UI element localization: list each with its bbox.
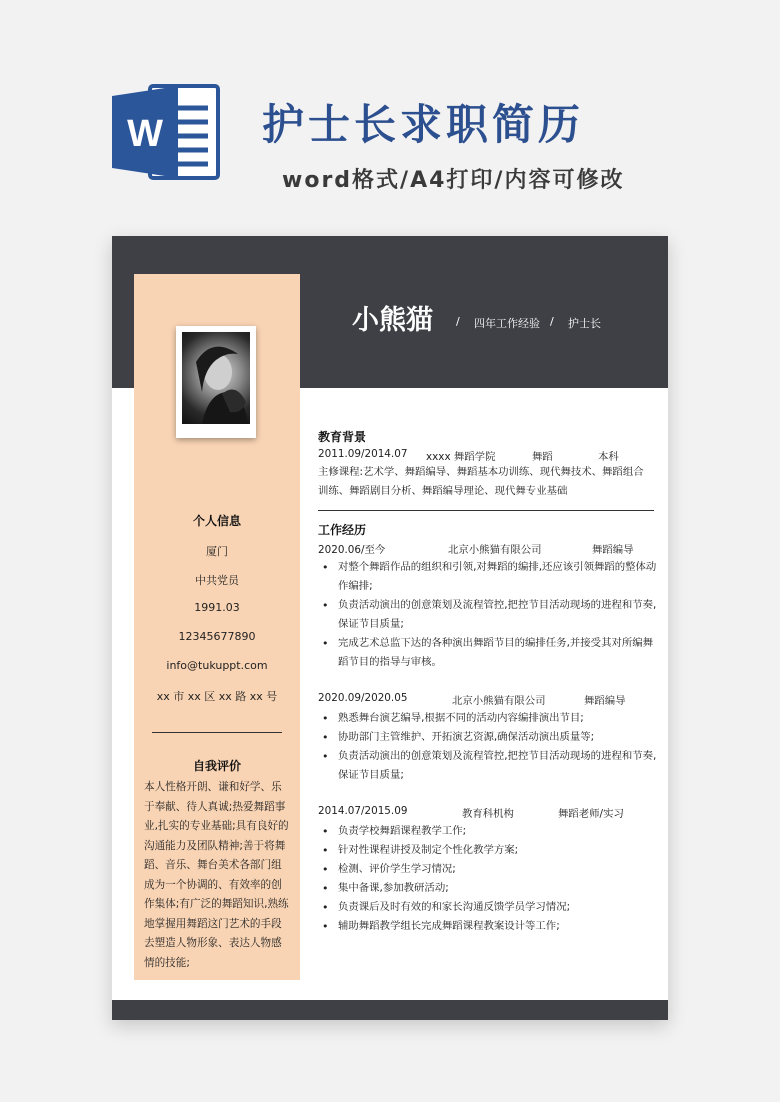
job-duties-list <box>318 822 658 936</box>
job-company: 教育科机构 <box>462 808 514 820</box>
duty-item: • 负责课后及时有效的和家长沟通反馈学员学习情况; <box>318 898 658 917</box>
self-evaluation-heading: 自我评价 <box>192 759 241 773</box>
separator: / <box>456 315 460 328</box>
footer-band <box>112 1000 668 1020</box>
info-political-status: 中共党员 <box>195 574 239 587</box>
duty-item: • 检测、评价学生学习情况; <box>318 860 658 879</box>
duty-item: • 负责活动演出的创意策划及流程管控,把控节目活动现场的进程和节奏,保证节目质量; <box>318 747 658 785</box>
promo-title: 护士长求职简历 <box>262 100 585 149</box>
separator: / <box>550 315 554 328</box>
education-period: 2011.09/2014.07 <box>318 448 408 460</box>
duty-item: • 辅助舞蹈教学组长完成舞蹈课程教案设计等工作; <box>318 917 658 936</box>
portrait-illustration <box>182 332 250 424</box>
sidebar-divider <box>152 732 282 733</box>
personal-info-heading: 个人信息 <box>192 514 241 528</box>
job-role: 舞蹈编导 <box>592 544 634 556</box>
section-divider <box>318 510 654 511</box>
duty-item: • 负责活动演出的创意策划及流程管控,把控节目活动现场的进程和节奏,保证节目质量; <box>318 596 658 634</box>
education-school: xxxx 舞蹈学院 <box>426 451 496 463</box>
education-courses: 主修课程:艺术学、舞蹈编导、舞蹈基本功训练、现代舞技术、舞蹈组合训练、舞蹈剧目分析、舞蹈编导理论、现代舞专业基础 <box>318 466 644 497</box>
duty-item: • 集中备课,参加教研活动; <box>318 879 658 898</box>
job-duties-list <box>318 558 658 672</box>
self-evaluation-text: 本人性格开朗、谦和好学、乐于奉献、待人真诚;热爱舞蹈事业,扎实的专业基础;具有良好的沟通能力及团队精神;善于将舞蹈、音乐、舞台美术各部门组成为一个协调的、有效率的创作集体;有广泛的舞蹈知识,熟练地掌握用舞蹈这门艺术的手段去塑造人物形象、表达人物感情的技能; <box>144 781 289 969</box>
duty-item: • 协助部门主管维护、开拓演艺资源,确保活动演出质量等; <box>318 728 658 747</box>
sidebar <box>134 274 300 980</box>
education-heading: 教育背景 <box>318 430 367 444</box>
duty-item: • 熟悉舞台演艺编导,根据不同的活动内容编排演出节目; <box>318 709 658 728</box>
word-document-icon <box>112 82 222 182</box>
job-company: 北京小熊猫有限公司 <box>452 695 546 707</box>
job-period: 2020.06/至今 <box>318 544 386 556</box>
job-duties-list <box>318 709 658 785</box>
promo-subtitle: word格式/A4打印/内容可修改 <box>282 168 625 193</box>
candidate-name: 小熊猫 <box>352 305 433 336</box>
profile-photo-frame <box>176 326 256 438</box>
job-company: 北京小熊猫有限公司 <box>448 544 542 556</box>
info-phone: 12345677890 <box>178 630 256 643</box>
education-degree: 本科 <box>598 451 619 463</box>
profile-photo <box>182 332 250 424</box>
work-heading: 工作经历 <box>318 523 367 537</box>
job-role: 舞蹈老师/实习 <box>558 808 624 820</box>
duty-item: • 完成艺术总监下达的各种演出舞蹈节目的编排任务,并接受其对所编舞蹈节目的指导与审核。 <box>318 634 658 672</box>
position-label: 护士长 <box>568 317 601 330</box>
duty-item: • 对整个舞蹈作品的组织和引领,对舞蹈的编排,还应该引领舞蹈的整体动作编排; <box>318 558 658 596</box>
info-address: xx 市 xx 区 xx 路 xx 号 <box>156 690 278 703</box>
duty-item: • 针对性课程讲授及制定个性化教学方案; <box>318 841 658 860</box>
job-period: 2014.07/2015.09 <box>318 805 408 817</box>
svg-text:W: W <box>127 113 163 155</box>
info-city: 厦门 <box>206 545 228 558</box>
resume-card <box>112 236 668 1020</box>
info-birth-date: 1991.03 <box>194 601 240 614</box>
job-role: 舞蹈编导 <box>584 695 626 707</box>
experience-label: 四年工作经验 <box>474 317 540 330</box>
job-period: 2020.09/2020.05 <box>318 692 408 704</box>
duty-item: • 负责学校舞蹈课程教学工作; <box>318 822 658 841</box>
info-email: info@tukuppt.com <box>166 659 268 672</box>
education-major: 舞蹈 <box>532 451 553 463</box>
